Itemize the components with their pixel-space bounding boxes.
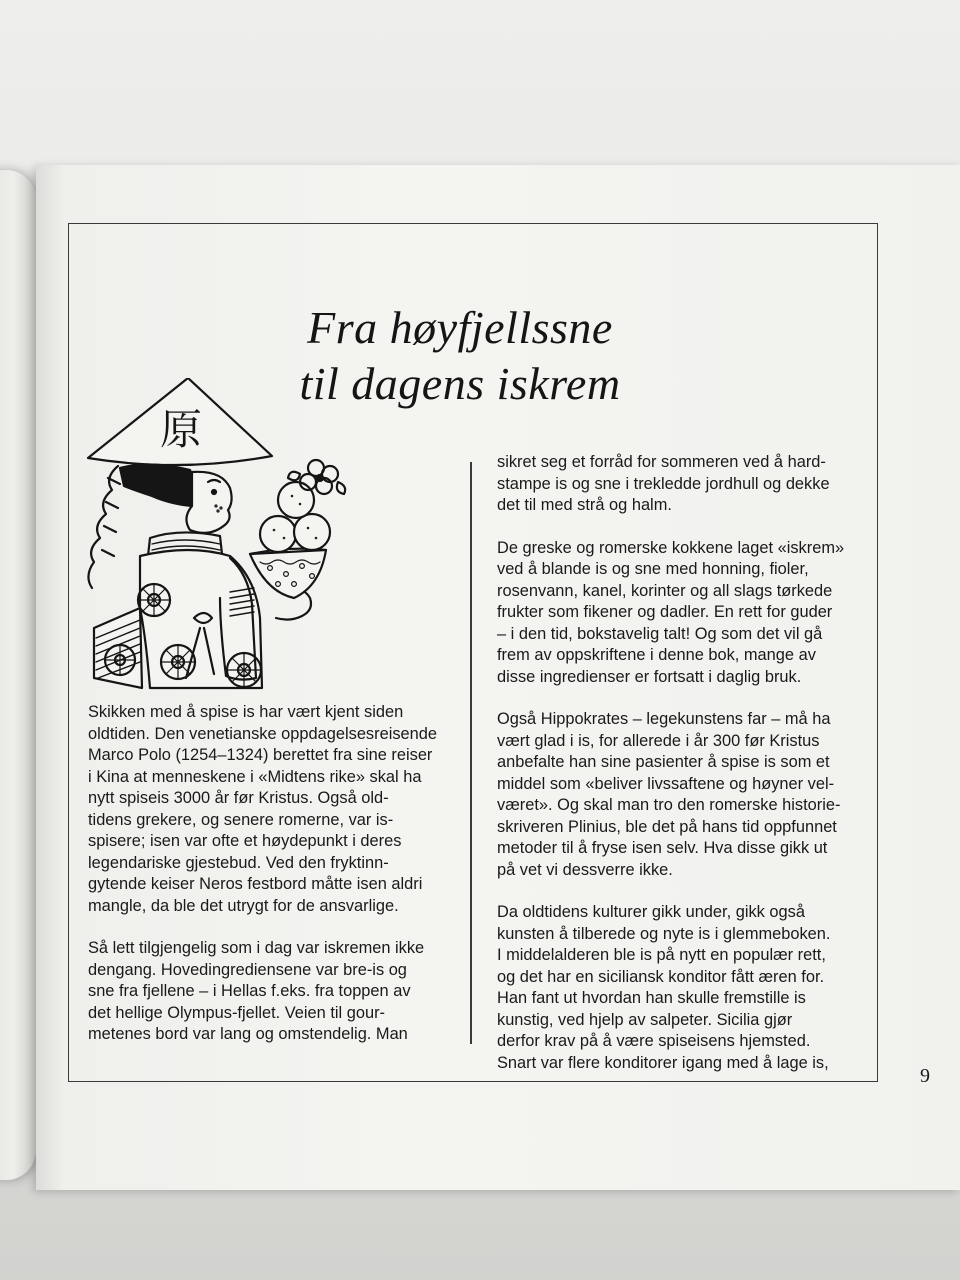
title-line-1: Fra høyfjellssne bbox=[307, 302, 613, 353]
girl-with-ice-cream-illustration bbox=[80, 378, 360, 698]
paragraph: sikret seg et forråd for sommeren ved å hard- stampe is og sne i trekledde jordhull og dekke det til med strå og halm. bbox=[497, 453, 830, 514]
hat-glyph: 原 bbox=[160, 405, 203, 454]
title-line-2: til dagens iskrem bbox=[299, 358, 621, 409]
paragraph: Skikken med å spise is har vært kjent siden oldtiden. Den venetianske oppdagelsesreisende Marco Polo (1254–1324) berettet fra sine reiser i Kina at menneskene i «Midtens rike» skal ha nytt spiseis 3000 år før Kristus. Også old- tidens grekere, og senere romerne, var is- spisere; isen var ofte et høydepunkt i deres legendariske gjestebud. Ved den fryktinn- gytende keiser Neros festbord måtte isen aldri mangle, da ble det utrygt for de ansvarlige. bbox=[88, 703, 438, 915]
paragraph: Da oldtidens kulturer gikk under, gikk også kunsten å tilberede og nyte is i glemmeboken. I middelalderen ble is på nytt en populær rett, og det har en siciliansk konditor fått æren for. Han fant ut hvordan han skulle fremstille is kunstig, ved hjelp av salpeter. Sicilia gjør derfor krav på å være spiseisens hjemsted. Snart var flere konditorer igang med å lage is, bbox=[497, 903, 831, 1072]
ice-cream-scoops-icon bbox=[260, 460, 345, 552]
right-text-column bbox=[497, 452, 877, 1095]
column-divider bbox=[470, 462, 472, 1044]
left-page-edge bbox=[0, 170, 36, 1180]
left-text-column bbox=[88, 702, 450, 1067]
paragraph: Også Hippokrates – legekunstens far – må ha vært glad i is, for allerede i år 300 før Kristus anbefalte han sine pasienter å spise is som et middel som «beliver livssaftene og høyner vel- været». Og skal man tro den romerske historie- skriveren Plinius, ble det på hans tid oppfunnet metoder til å fryse isen selv. Hva disse gikk ut på vet vi dessverre ikke. bbox=[497, 710, 841, 879]
paragraph: Så lett tilgjengelig som i dag var iskremen ikke dengang. Hovedingrediensene var bre-is og sne fra fjellene – i Hellas f.eks. fra toppen av det hellige Olympus-fjellet. Veien til gour- metenes bord var lang og omstendelig. Man bbox=[88, 939, 425, 1043]
paragraph: De greske og romerske kokkene laget «iskrem» ved å blande is og sne med honning, fioler, rosenvann, kanel, korinter og all slags tørkede frukter som fikener og dadler. En rett for guder – i den tid, bokstavelig talt! Og som det vil gå frem av oppskriftene i denne bok, mange av disse ingredienser er fortsatt i daglig bruk. bbox=[497, 538, 845, 686]
page-number: 9 bbox=[920, 1065, 930, 1087]
braid-icon bbox=[88, 466, 118, 588]
